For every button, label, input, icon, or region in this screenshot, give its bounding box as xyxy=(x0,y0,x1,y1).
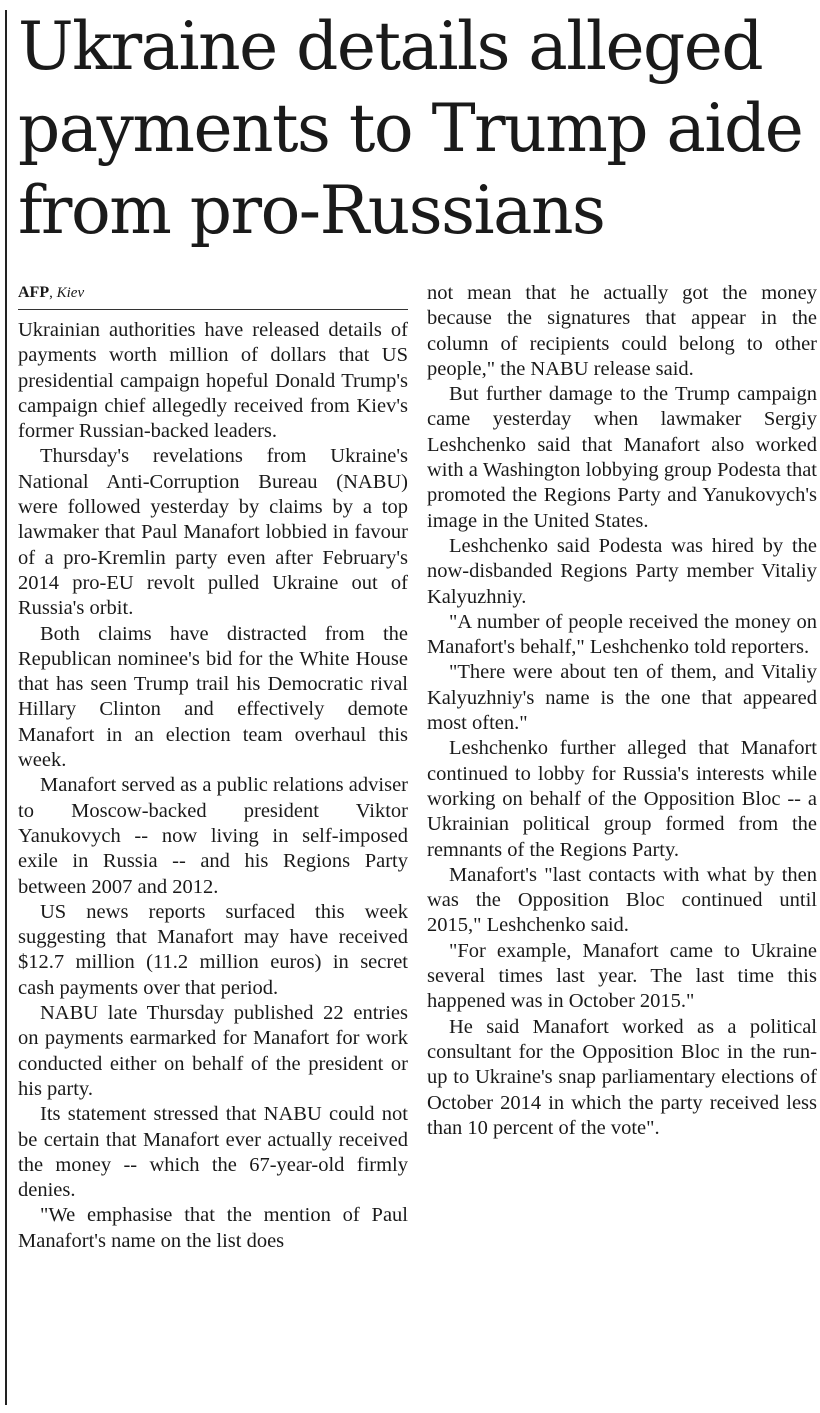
paragraph: Ukrainian authorities have released details of payments worth million of dollars that US presidential campaign hopeful Donald Trump's campaign chief allegedly received from Kiev's former Russian-backed leaders. xyxy=(18,319,408,443)
paragraph: Leshchenko further alleged that Manafort continued to lobby for Russia's interests while working on behalf of the Opposition Bloc -- a Ukrainian political group formed from the remnants of the Regions Party. xyxy=(427,737,817,861)
paragraph: But further damage to the Trump campaign came yesterday when lawmaker Sergiy Leshchenko said that Manafort also worked with a Washington lobbying group Podesta that promoted the Regions Party and Yanukovych's image in the United States. xyxy=(427,383,817,532)
byline-separator: , xyxy=(49,285,57,301)
paragraph: Both claims have distracted from the Republican nominee's bid for the White House that has seen Trump trail his Democratic rival Hillary Clinton and effectively demote Manafort in an election team overhaul this week. xyxy=(18,622,408,772)
paragraph: "There were about ten of them, and Vitaliy Kalyuzhniy's name is the one that appeared most often." xyxy=(427,661,817,735)
paragraph: Manafort's "last contacts with what by then was the Opposition Bloc continued until 2015," Leshchenko said. xyxy=(427,863,817,937)
paragraph: "A number of people received the money on Manafort's behalf," Leshchenko told reporters. xyxy=(427,610,817,659)
paragraph: Leshchenko said Podesta was hired by the now-disbanded Regions Party member Vitaliy Kalyuzhniy. xyxy=(427,534,817,608)
byline-place: Kiev xyxy=(56,285,85,301)
paragraph: US news reports surfaced this week suggesting that Manafort may have received $12.7 million (11.2 million euros) in secret cash payments over that period. xyxy=(18,900,408,999)
paragraph: "For example, Manafort came to Ukraine several times last year. The last time this happened was in October 2015." xyxy=(427,939,817,1013)
paragraph: "We emphasise that the mention of Paul Manafort's name on the list does xyxy=(18,1204,408,1252)
paragraph: Manafort served as a public relations adviser to Moscow-backed president Viktor Yanukovych -- now living in self-imposed exile in Russia -- and his Regions Party between 2007 and 2012. xyxy=(18,774,408,898)
paragraph: not mean that he actually got the money because the signatures that appear in the column of recipients could belong to other people," the NABU release said. xyxy=(427,282,817,380)
paragraph: NABU late Thursday published 22 entries on payments earmarked for Manafort for work conducted either on behalf of the president or his party. xyxy=(18,1002,408,1100)
byline xyxy=(18,283,408,310)
byline-agency: AFP xyxy=(18,284,50,301)
paragraph: Thursday's revelations from Ukraine's National Anti-Corruption Bureau (NABU) were followed yesterday by claims by a top lawmaker that Paul Manafort lobbied in favour of a pro-Kremlin party even after February's 2014 pro-EU revolt pulled Ukraine out of Russia's orbit. xyxy=(18,445,408,620)
article-column-left xyxy=(18,283,408,1254)
column-rule xyxy=(5,10,7,1405)
paragraph: He said Manafort worked as a political consultant for the Opposition Bloc in the run-up to Ukraine's snap parliamentary elections of October 2014 in which the party received less than 10 percent of the vote". xyxy=(427,1015,817,1139)
paragraph: Its statement stressed that NABU could not be certain that Manafort ever actually received the money -- which the 67-year-old firmly denies. xyxy=(18,1103,408,1202)
headline: Ukraine details alleged payments to Trump aide from pro-Russians xyxy=(18,8,803,249)
article-column-right xyxy=(427,281,817,1141)
